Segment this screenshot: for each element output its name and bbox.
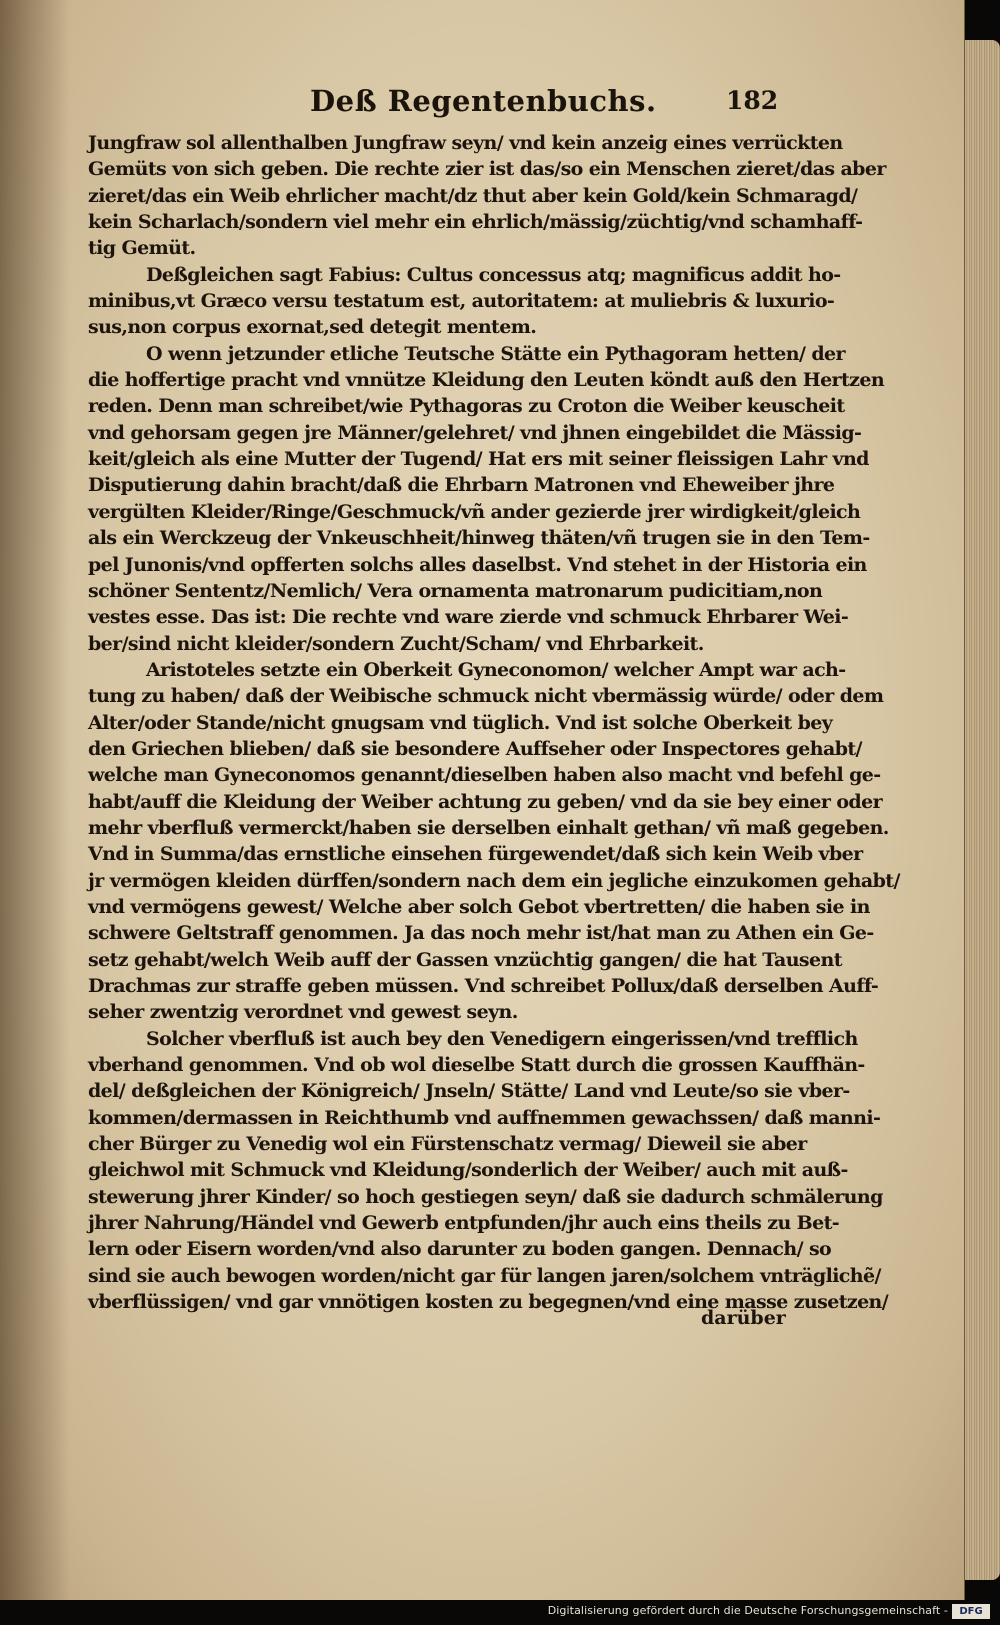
gutter-shadow <box>0 0 70 1625</box>
text-line: als ein Werckzeug der Vnkeuschheit/hinweg thäten/vñ trugen sie in den Tem- <box>88 527 870 550</box>
text-line: Aristoteles setzte ein Oberkeit Gyneconomon/ welcher Ampt war ach- <box>146 658 846 681</box>
dfg-logo: DFG <box>952 1604 990 1619</box>
text-line: jhrer Nahrung/Händel vnd Gewerb entpfunden/jhr auch eins theils zu Bet- <box>88 1212 840 1235</box>
text-line: setz gehabt/welch Weib auff der Gassen vnzüchtig gangen/ die hat Tausent <box>88 948 842 971</box>
page-number: 182 <box>726 86 779 115</box>
text-line: O wenn jetzunder etliche Teutsche Stätte ein Pythagoram hetten/ der <box>146 342 845 365</box>
catchword: darüber <box>701 1307 786 1329</box>
text-line: tung zu haben/ daß der Weibische schmuck nicht vbermässig würde/ oder dem <box>88 685 884 708</box>
text-line: kommen/dermassen in Reichthumb vnd auffnemmen gewachssen/ daß manni- <box>88 1106 881 1129</box>
text-line: tig Gemüt. <box>88 237 196 260</box>
text-line: vberhand genommen. Vnd ob wol dieselbe Statt durch die grossen Kauffhän- <box>88 1054 865 1077</box>
running-head: Deß Regentenbuchs. <box>310 84 657 118</box>
text-line: Disputierung dahin bracht/daß die Ehrbarn Matronen vnd Eheweiber jhre <box>88 474 835 497</box>
text-line: cher Bürger zu Venedig wol ein Fürstenschatz vermag/ Dieweil sie aber <box>88 1133 807 1156</box>
text-line: Jungfraw sol allenthalben Jungfraw seyn/ vnd kein anzeig eines verrückten <box>88 132 843 154</box>
text-line: Drachmas zur straffe geben müssen. Vnd schreibet Pollux/daß derselben Auff- <box>88 975 879 997</box>
text-line: zieret/das ein Weib ehrlicher macht/dz thut aber kein Gold/kein Schmaragd/ <box>88 184 858 207</box>
text-line: vnd vermögens gewest/ Welche aber solch Gebot vbertretten/ die haben sie in <box>88 895 870 918</box>
digitization-credit: Digitalisierung gefördert durch die Deutsche Forschungsgemeinschaft - <box>547 1604 948 1617</box>
text-line: vberflüssigen/ vnd gar vnnötigen kosten zu begegnen/vnd eine masse zusetzen/ <box>88 1291 889 1314</box>
text-line: sind sie auch bewogen worden/nicht gar für langen jaren/solchem vnträglichẽ/ <box>88 1264 881 1287</box>
text-line: vestes esse. Das ist: Die rechte vnd ware zierde vnd schmuck Ehrbarer Wei- <box>88 606 849 629</box>
text-line: den Griechen blieben/ daß sie besondere Auffseher oder Inspectores gehabt/ <box>88 737 862 760</box>
text-line: mehr vberfluß vermerckt/haben sie derselben einhalt gethan/ vñ maß gegeben. <box>88 816 889 839</box>
text-line: habt/auff die Kleidung der Weiber achtung zu geben/ vnd da sie bey einer oder <box>88 790 882 813</box>
text-line: del/ deßgleichen der Königreich/ Jnseln/ Stätte/ Land vnd Leute/so sie vber- <box>88 1080 850 1103</box>
text-line: reden. Denn man schreibet/wie Pythagoras zu Croton die Weiber keuscheit <box>88 395 845 418</box>
text-line: lern oder Eisern worden/vnd also darunter zu boden gangen. Dennach/ so <box>88 1238 832 1261</box>
text-line: jr vermögen kleiden dürffen/sondern nach dem ein jegliche einzukomen gehabt/ <box>88 869 900 892</box>
text-line: stewerung jhrer Kinder/ so hoch gestiegen seyn/ daß sie dadurch schmälerung <box>88 1185 883 1208</box>
text-line: schöner Sententz/Nemlich/ Vera ornamenta matronarum pudicitiam,non <box>88 579 823 602</box>
text-line: kein Scharlach/sondern viel mehr ein ehrlich/mässig/züchtig/vnd schamhaff- <box>88 211 863 234</box>
page-header <box>0 84 965 124</box>
text-line: vergülten Kleider/Ringe/Geschmuck/vñ ander gezierde jrer wirdigkeit/gleich <box>88 500 861 523</box>
text-line: gleichwol mit Schmuck vnd Kleidung/sonderlich der Weiber/ auch mit auß- <box>88 1159 848 1182</box>
text-line: die hoffertige pracht vnd vnnütze Kleidung den Leuten köndt auß den Hertzen <box>88 369 885 392</box>
text-line: Alter/oder Stande/nicht gnugsam vnd tüglich. Vnd ist solche Oberkeit bey <box>88 711 833 734</box>
text-line: Deßgleichen sagt Fabius: Cultus concessus atq; magnificus addit ho- <box>146 263 841 286</box>
text-block <box>88 130 900 1315</box>
text-line: Gemüts von sich geben. Die rechte zier ist das/so ein Menschen zieret/das aber <box>88 158 886 181</box>
text-line: welche man Gyneconomos genannt/dieselben haben also macht vnd befehl ge- <box>88 764 881 787</box>
text-line: schwere Geltstraff genommen. Ja das noch mehr ist/hat man zu Athen ein Ge- <box>88 922 874 945</box>
text-line: keit/gleich als eine Mutter der Tugend/ Hat ers mit seiner fleissigen Lahr vnd <box>88 448 869 471</box>
page-edges <box>965 40 1000 1580</box>
text-line: Solcher vberfluß ist auch bey den Venedigern eingerissen/vnd trefflich <box>146 1027 858 1050</box>
text-line: seher zwentzig verordnet vnd gewest seyn. <box>88 1001 518 1024</box>
footer-bar <box>0 1600 1000 1625</box>
text-line: sus,non corpus exornat,sed detegit mentem. <box>88 316 537 339</box>
text-line: vnd gehorsam gegen jre Männer/gelehret/ vnd jhnen eingebildet die Mässig- <box>88 421 862 444</box>
text-line: minibus,vt Græco versu testatum est, autoritatem: at muliebris & luxurio- <box>88 290 835 313</box>
text-line: ber/sind nicht kleider/sondern Zucht/Scham/ vnd Ehrbarkeit. <box>88 632 704 655</box>
text-line: pel Junonis/vnd opfferten solchs alles daselbst. Vnd stehet in der Historia ein <box>88 553 867 576</box>
text-line: Vnd in Summa/das ernstliche einsehen fürgewendet/daß sich kein Weib vber <box>88 843 863 866</box>
